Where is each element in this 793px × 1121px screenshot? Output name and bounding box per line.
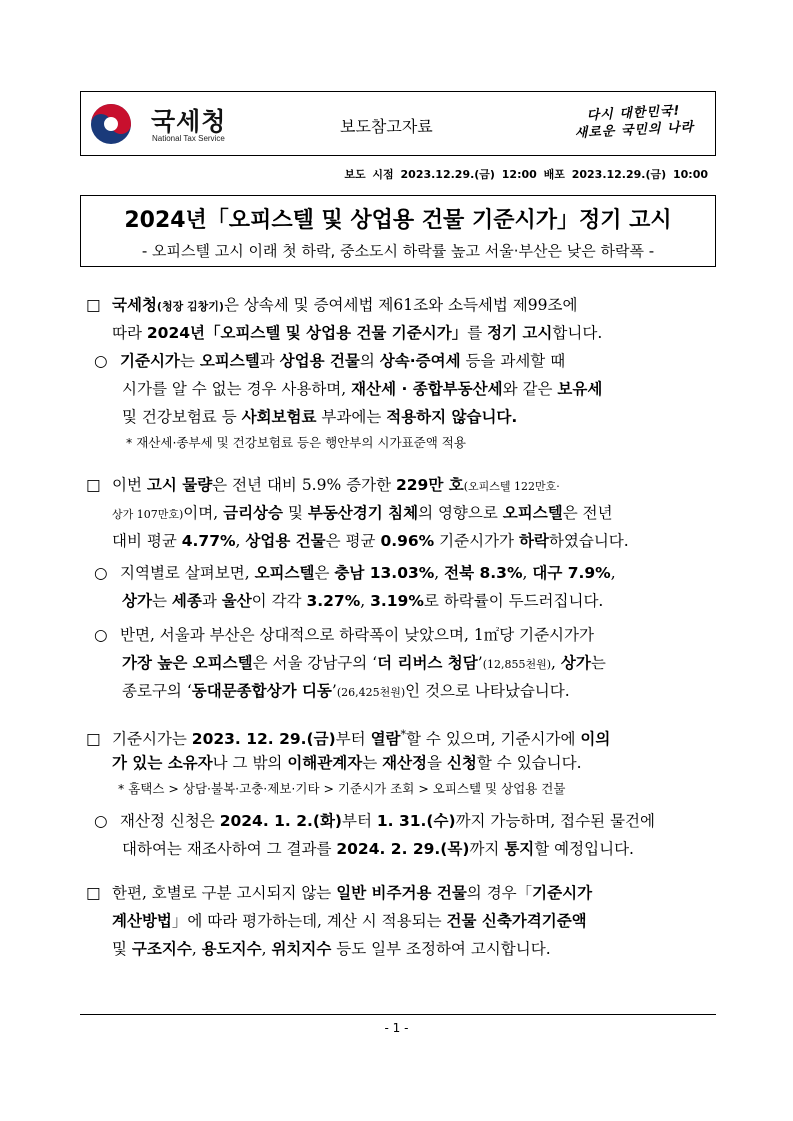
bold-text: 2023. 12. 29.(금) [191, 730, 336, 749]
text-line [86, 879, 716, 907]
text: , [522, 564, 533, 582]
bold-text: 2024년「오피스텔 및 상업용 건물 기준시가」 [146, 324, 468, 342]
paragraph-2-sub-1 [94, 559, 716, 615]
text: 대비 평균 [112, 532, 182, 550]
text: 은 평균 [325, 532, 381, 550]
paragraph-2 [86, 471, 716, 555]
text: 한편, 호별로 구분 고시되지 않는 [112, 884, 337, 902]
bold-text: 오피스텔 [254, 564, 315, 582]
text-line [86, 319, 716, 347]
bold-text: 대구 7.9% [532, 564, 611, 582]
bold-text: 고시 물량 [146, 476, 213, 494]
text: 와 같은 [502, 380, 558, 398]
small-text: 상가 107만호) [112, 508, 184, 521]
text-line [86, 935, 716, 963]
nts-logo-icon [87, 102, 135, 146]
text: 은 [314, 564, 335, 582]
document-body [86, 285, 716, 963]
text: 은 전년 대비 5.9% 증가한 [212, 476, 396, 494]
bold-text: 이해관계자 [287, 754, 363, 772]
bold-text: 하락 [518, 532, 549, 550]
text: 할 수 있으며, 기준시가에 [406, 730, 581, 749]
bold-text: 건물 신축가격기준액 [446, 912, 587, 930]
footnote: * 홈택스 > 상담·불복·고충·제보·기타 > 기준시가 조회 > 오피스텔 및 상업용 건물 [118, 781, 566, 796]
text-line [94, 649, 716, 677]
text-line [86, 907, 716, 935]
bold-text: 0.96% [380, 532, 435, 550]
text: 이번 [112, 476, 147, 494]
text: , [261, 940, 272, 958]
bold-text: 상가 [560, 654, 591, 672]
text-line [86, 721, 716, 749]
square-bullet: □ [86, 730, 101, 749]
text-line [94, 677, 716, 705]
text-line [86, 527, 716, 555]
small-text: (12,855천원) [482, 658, 552, 671]
paragraph-1-sub [94, 347, 716, 455]
text-line [94, 621, 716, 649]
text: ’ [477, 654, 483, 672]
bold-text: 1. 31.(수) [376, 812, 456, 830]
bold-text: 동대문종합상가 디동 [191, 682, 332, 700]
text: 및 건강보험료 등 [122, 408, 242, 426]
text: 과 [201, 592, 222, 610]
footnote: * 재산세·종부세 및 건강보험료 등은 행안부의 시가표준액 적용 [126, 435, 466, 450]
text: 는 [590, 654, 606, 672]
page-number: - 1 - [384, 1021, 409, 1035]
text: 까지 [469, 840, 505, 858]
paragraph-3 [86, 721, 716, 801]
title-box [80, 195, 716, 267]
text: 을 [427, 754, 447, 772]
text: 반면, 서울과 부산은 상대적으로 하락폭이 낮았으며, 1㎡당 기준시가가 [120, 626, 594, 644]
circle-bullet: ○ [94, 626, 108, 644]
bold-text: 일반 비주거용 건물 [336, 884, 467, 902]
text-line [94, 347, 716, 375]
text: 과 [259, 352, 280, 370]
text: 이 각각 [251, 592, 307, 610]
slogan-line1: 다시 대한민국! [586, 103, 681, 124]
text: 은 전년 [562, 504, 613, 522]
bold-text: 용도지수 [201, 940, 262, 958]
text: 은 서울 강남구의 ‘ [252, 654, 378, 672]
bold-text: 이의 [580, 730, 611, 749]
bold-text: 가장 높은 오피스텔 [122, 654, 253, 672]
text: , [360, 592, 371, 610]
text: 합니다. [552, 324, 603, 342]
org-name-english: National Tax Service [152, 134, 225, 143]
text: 기준시가는 [112, 730, 192, 749]
slogan-line2: 새로운 국민의 나라 [574, 119, 695, 142]
text: 종로구의 ‘ [122, 682, 192, 700]
text: 는 [179, 352, 200, 370]
footnote-marker: * [400, 728, 407, 741]
text: 따라 [112, 324, 147, 342]
small-text: (26,425천원) [336, 686, 406, 699]
bold-text: 열람 [370, 730, 401, 749]
text-line [94, 375, 716, 403]
text: 를 [467, 324, 488, 342]
bold-text: 4.77% [181, 532, 236, 550]
text: 의 [359, 352, 380, 370]
text: 의 영향으로 [418, 504, 503, 522]
bold-text: 기준시가 [532, 884, 593, 902]
document-type: 보도참고자료 [340, 117, 433, 136]
bold-text: 상업용 건물 [279, 352, 360, 370]
bold-text: 가 있는 소유자 [112, 754, 213, 772]
paragraph-2-sub-2 [94, 621, 716, 705]
text: 은 상속세 및 증여세법 제61조와 소득세법 제99조에 [223, 296, 578, 314]
release-info: 보도 시점 2023.12.29.(금) 12:00 배포 2023.12.29.(금) 10:00 [344, 168, 708, 181]
paragraph-4 [86, 879, 716, 963]
text-line [94, 587, 716, 615]
text: ’ [331, 682, 337, 700]
bold-text: 위치지수 [271, 940, 332, 958]
paragraph-3-sub [94, 807, 716, 863]
text: 등을 과세할 때 [460, 352, 566, 370]
bold-text: 2024. 1. 2.(화) [219, 812, 343, 830]
text: 나 그 밖의 [212, 754, 288, 772]
circle-bullet: ○ [94, 564, 108, 582]
bold-text: 보유세 [557, 380, 603, 398]
text: 할 예정입니다. [534, 840, 634, 858]
bold-text: 재산세 · 종합부동산세 [351, 380, 503, 398]
text: 의 경우「 [466, 884, 533, 902]
org-name: 국세청 [151, 107, 227, 136]
slogan [558, 101, 710, 143]
bold-text: 상가 [122, 592, 152, 610]
bold-text: 3.19% [370, 592, 424, 610]
bold-text: 계산방법 [112, 912, 172, 930]
bottom-rule [80, 1014, 716, 1015]
text-line [94, 403, 716, 431]
bold-text: 2024. 2. 29.(목) [336, 840, 470, 858]
page-title: 2024년「오피스텔 및 상업용 건물 기준시가」정기 고시 [124, 208, 672, 233]
text: 하였습니다. [548, 532, 629, 550]
bold-text: 부동산경기 침체 [307, 504, 419, 522]
text: , [551, 654, 561, 672]
square-bullet: □ [86, 476, 101, 494]
text-line [86, 499, 716, 527]
text: 할 수 있습니다. [476, 754, 582, 772]
text: 등도 일부 조정하여 고시합니다. [331, 940, 551, 958]
text-line [94, 807, 716, 835]
bold-text: 오피스텔 [199, 352, 260, 370]
bold-text: 사회보험료 [241, 408, 317, 426]
bold-text: 통지 [504, 840, 535, 858]
text: 재산정 신청은 [120, 812, 220, 830]
bold-text: 구조지수 [131, 940, 192, 958]
text: , [235, 532, 246, 550]
text: 」에 따라 평가하는데, 계산 시 적용되는 [171, 912, 447, 930]
text: 기준시가가 [434, 532, 519, 550]
text-line [86, 471, 716, 499]
text: 및 [112, 940, 132, 958]
bold-text: 금리상승 [223, 504, 284, 522]
text: 는 [362, 754, 383, 772]
text: 는 [151, 592, 172, 610]
bold-text: 재산정 [382, 754, 428, 772]
text: 부터 [335, 730, 371, 749]
bold-text: 신청 [446, 754, 477, 772]
bold-text: 기준시가 [120, 352, 180, 370]
bold-text: 충남 13.03% [334, 564, 435, 582]
text: 대하여는 재조사하여 그 결과를 [122, 840, 337, 858]
bold-text: 국세청 [112, 296, 157, 314]
page-subtitle: - 오피스텔 고시 이래 첫 하락, 중소도시 하락률 높고 서울·부산은 낮은 하락폭 - [141, 242, 655, 260]
text: 로 하락률이 두드러집니다. [423, 592, 604, 610]
text-line [94, 835, 716, 863]
bold-text: 정기 고시 [487, 324, 553, 342]
bold-text: 상업용 건물 [245, 532, 326, 550]
text: , [434, 564, 445, 582]
bold-text: 오피스텔 [502, 504, 563, 522]
circle-bullet: ○ [94, 812, 108, 830]
square-bullet: □ [86, 296, 101, 314]
text-line [86, 291, 716, 319]
text: , [191, 940, 202, 958]
small-text: (오피스텔 122만호· [463, 480, 560, 493]
header-box [80, 91, 716, 156]
text: 까지 가능하며, 접수된 물건에 [455, 812, 655, 830]
bold-text: 더 리버스 청담 [377, 654, 478, 672]
bold-text: 세종 [171, 592, 202, 610]
bold-text: (청장 김창기) [156, 300, 224, 313]
text: 및 [283, 504, 308, 522]
text: 인 것으로 나타났습니다. [405, 682, 570, 700]
bold-text: 상속·증여세 [379, 352, 461, 370]
text: , [610, 564, 616, 582]
text-line [86, 749, 716, 777]
bold-text: 적용하지 않습니다. [386, 408, 518, 426]
paragraph-1 [86, 291, 716, 347]
text-line [94, 559, 716, 587]
circle-bullet: ○ [94, 352, 108, 370]
bold-text: 3.27% [306, 592, 361, 610]
text: 부터 [342, 812, 377, 830]
bold-text: 전북 8.3% [444, 564, 523, 582]
text: 부과에는 [316, 408, 387, 426]
bold-text: 229만 호 [395, 476, 464, 494]
square-bullet: □ [86, 884, 101, 902]
text: 지역별로 살펴보면, [120, 564, 255, 582]
text: 이며, [183, 504, 224, 522]
text: 시가를 알 수 없는 경우 사용하며, [122, 380, 352, 398]
bold-text: 울산 [221, 592, 252, 610]
